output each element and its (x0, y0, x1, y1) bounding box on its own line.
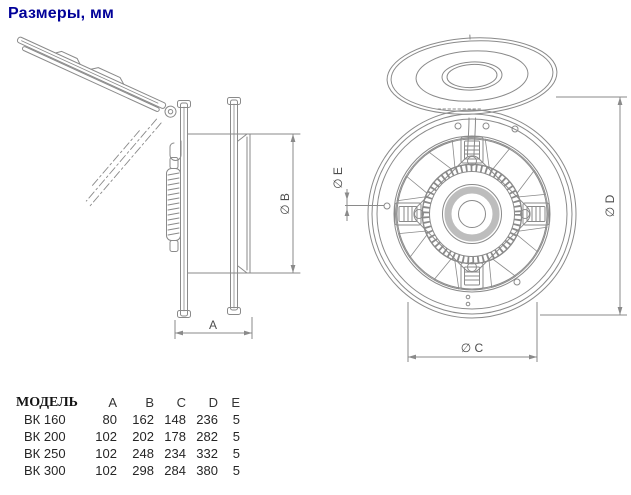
dimension-c (408, 302, 537, 362)
value-e: 5 (232, 412, 240, 427)
value-b: 298 (132, 463, 154, 478)
value-a: 102 (95, 463, 117, 478)
dim-label-a: A (208, 318, 218, 332)
value-b: 202 (132, 429, 154, 444)
col-header-e: E (231, 395, 240, 410)
dim-label-d: ∅ D (603, 194, 617, 218)
cover-lid-icon (385, 31, 559, 119)
dimensions-table (16, 394, 243, 479)
col-header-a: A (108, 395, 117, 410)
dimension-a (175, 317, 252, 339)
col-header-c: C (176, 395, 186, 410)
col-header-model: МОДЕЛЬ (16, 394, 78, 410)
value-d: 380 (196, 463, 218, 478)
side-view (15, 32, 300, 339)
rear-flange (228, 98, 241, 315)
motor-ribs-icon (167, 158, 181, 252)
value-a: 102 (95, 446, 117, 461)
table-row (16, 445, 243, 462)
value-c: 284 (164, 463, 186, 478)
table-row (16, 462, 243, 479)
value-c: 178 (164, 429, 186, 444)
value-c: 234 (164, 446, 186, 461)
motor-gear-ring-icon (423, 165, 522, 264)
value-e: 5 (232, 463, 240, 478)
dim-label-e: ∅ E (331, 167, 345, 189)
value-d: 332 (196, 446, 218, 461)
front-flange (178, 101, 191, 318)
table-row (16, 428, 243, 445)
model-cell: ВК 250 (24, 446, 66, 461)
value-d: 236 (196, 412, 218, 427)
page-title: Размеры, мм (8, 5, 115, 22)
hub (443, 185, 502, 244)
dim-label-b: ∅ B (278, 193, 292, 215)
value-e: 5 (232, 446, 240, 461)
value-b: 162 (132, 412, 154, 427)
front-view (331, 31, 627, 362)
col-header-d: D (208, 395, 218, 410)
table-row (16, 411, 243, 428)
dimension-b (278, 134, 295, 273)
value-e: 5 (232, 429, 240, 444)
dim-label-c: ∅ C (460, 341, 484, 355)
value-a: 102 (95, 429, 117, 444)
value-b: 248 (132, 446, 154, 461)
table-header-row (16, 394, 243, 411)
impeller-blades-icon (387, 129, 556, 298)
value-a: 80 (102, 412, 117, 427)
bracket-bottom (461, 263, 483, 289)
damper-lid-phantom-icon (80, 115, 162, 208)
value-d: 282 (196, 429, 218, 444)
value-c: 148 (164, 412, 186, 427)
model-cell: ВК 160 (24, 412, 66, 427)
dimension-d (540, 97, 627, 315)
model-cell: ВК 200 (24, 429, 66, 444)
damper-lid-open-icon (15, 32, 180, 119)
model-cell: ВК 300 (24, 463, 66, 478)
col-header-b: B (145, 395, 154, 410)
